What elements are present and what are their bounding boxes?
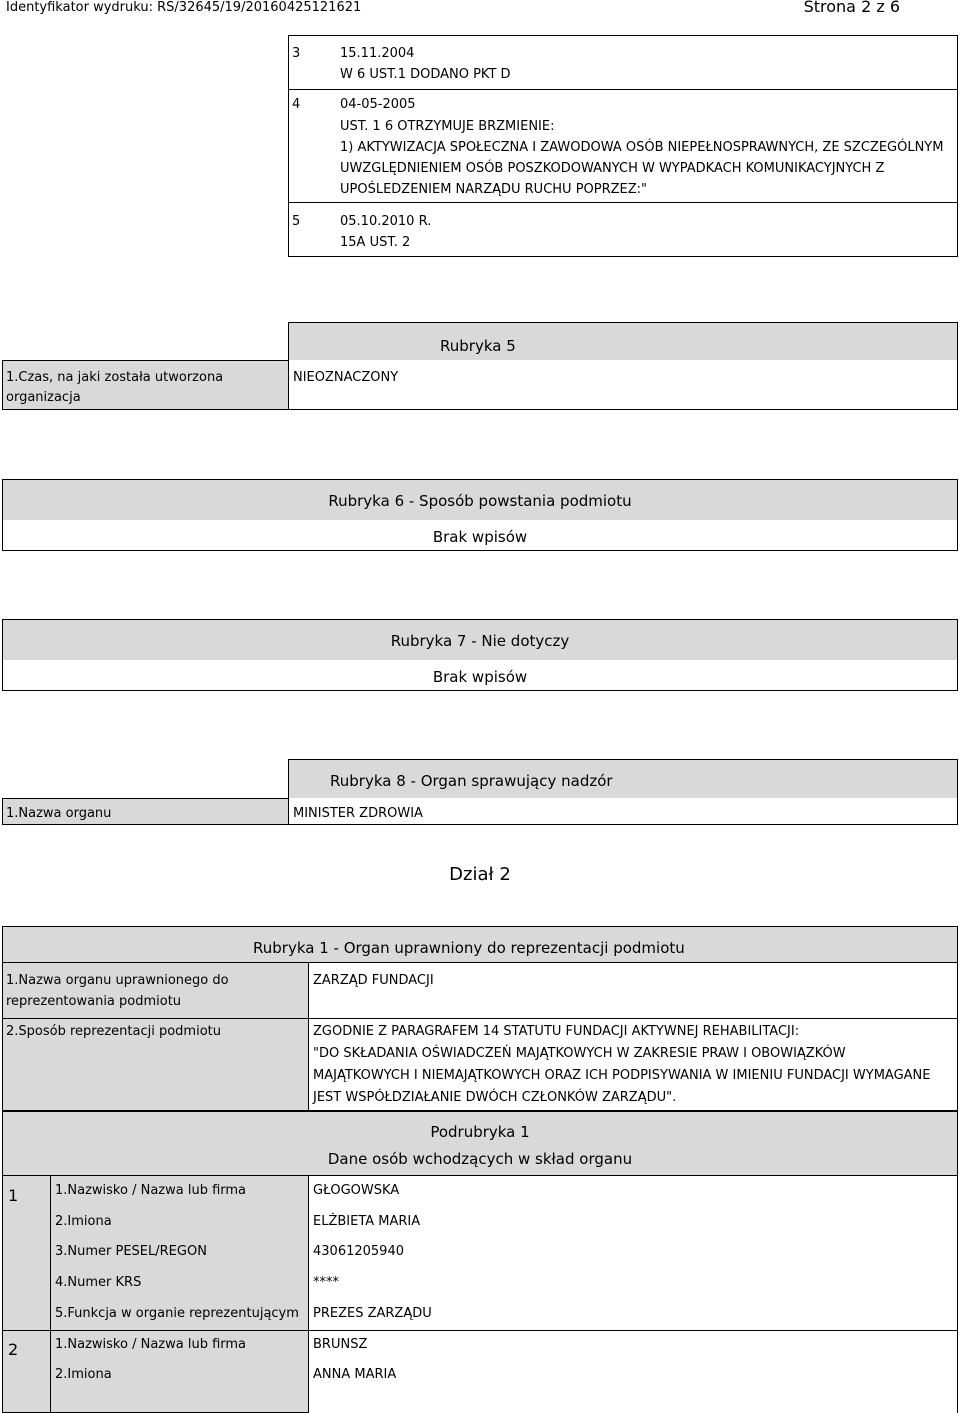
- field-value: ANNA MARIA: [313, 1367, 397, 1382]
- field-label: 3.Numer PESEL/REGON: [55, 1244, 207, 1259]
- history-num: 5: [292, 214, 301, 229]
- person-number: 2: [8, 1340, 19, 1359]
- field-value: ELŻBIETA MARIA: [313, 1214, 421, 1229]
- podrubryka-subtitle: Dane osób wchodzących w skład organu: [327, 1150, 633, 1168]
- history-text: UST. 1 6 OTRZYMUJE BRZMIENIE:: [340, 119, 555, 134]
- dzial2-title: Dział 2: [449, 864, 511, 885]
- field-label: 1.Nazwisko / Nazwa lub firma: [55, 1183, 247, 1198]
- field-label: 1.Czas, na jaki została utworzona: [6, 370, 224, 385]
- rubryka7-value: Brak wpisów: [432, 668, 528, 686]
- history-text: UPOŚLEDZENIEM NARZĄDU RUCHU POPRZEZ:": [340, 182, 648, 197]
- field-label: 1.Nazwisko / Nazwa lub firma: [55, 1337, 247, 1352]
- field-value: ****: [313, 1275, 339, 1290]
- history-num: 4: [292, 97, 301, 112]
- field-value: ZARZĄD FUNDACJI: [313, 973, 434, 988]
- rubryka7-title: Rubryka 7 - Nie dotyczy: [390, 632, 570, 650]
- rubryka8-title: Rubryka 8 - Organ sprawujący nadzór: [330, 772, 613, 790]
- print-identifier: Identyfikator wydruku: RS/32645/19/20160425121621: [6, 0, 362, 15]
- field-label: 1.Nazwa organu uprawnionego do: [6, 973, 229, 988]
- field-label: 2.Imiona: [55, 1214, 112, 1229]
- history-text: UWZGLĘDNIENIEM OSÓB POSZKODOWANYCH W WYPADKACH KOMUNIKACYJNYCH Z: [340, 161, 885, 176]
- field-label: 5.Funkcja w organie reprezentującym: [55, 1306, 299, 1321]
- history-date: 15.11.2004: [340, 46, 415, 61]
- field-value: BRUNSZ: [313, 1337, 368, 1352]
- field-value: MINISTER ZDROWIA: [293, 806, 423, 821]
- field-label: 2.Imiona: [55, 1367, 112, 1382]
- field-label: 2.Sposób reprezentacji podmiotu: [6, 1024, 221, 1039]
- field-value: 43061205940: [313, 1244, 404, 1259]
- field-value: NIEOZNACZONY: [293, 370, 399, 385]
- person-number: 1: [8, 1186, 19, 1205]
- history-text: W 6 UST.1 DODANO PKT D: [340, 67, 511, 82]
- field-value: JEST WSPÓŁDZIAŁANIE DWÓCH CZŁONKÓW ZARZĄDU".: [313, 1090, 677, 1105]
- history-date: 05.10.2010 R.: [340, 214, 432, 229]
- rubryka6-title: Rubryka 6 - Sposób powstania podmiotu: [328, 492, 632, 510]
- field-value: PREZES ZARZĄDU: [313, 1306, 432, 1321]
- history-num: 3: [292, 46, 301, 61]
- history-text: 15A UST. 2: [340, 235, 411, 250]
- history-text: 1) AKTYWIZACJA SPOŁECZNA I ZAWODOWA OSÓB NIEPEŁNOSPRAWNYCH, ZE SZCZEGÓLNYM: [340, 140, 944, 155]
- page-number: Strona 2 z 6: [803, 0, 900, 16]
- history-date: 04-05-2005: [340, 97, 416, 112]
- field-value: MAJĄTKOWYCH I NIEMAJĄTKOWYCH ORAZ ICH PODPISYWANIA W IMIENIU FUNDACJI WYMAGANE: [313, 1068, 931, 1083]
- field-label: reprezentowania podmiotu: [6, 994, 182, 1009]
- field-label: 4.Numer KRS: [55, 1275, 142, 1290]
- field-label: 1.Nazwa organu: [6, 806, 112, 821]
- field-value: "DO SKŁADANIA OŚWIADCZEŃ MAJĄTKOWYCH W ZAKRESIE PRAW I OBOWIĄZKÓW: [313, 1046, 846, 1061]
- field-value: GŁOGOWSKA: [313, 1183, 400, 1198]
- podrubryka-title: Podrubryka 1: [430, 1123, 530, 1141]
- field-label: organizacja: [6, 390, 81, 405]
- field-value: ZGODNIE Z PARAGRAFEM 14 STATUTU FUNDACJI AKTYWNEJ REHABILITACJI:: [313, 1024, 800, 1039]
- rubryka6-value: Brak wpisów: [432, 528, 528, 546]
- rubryka1-title: Rubryka 1 - Organ uprawniony do reprezentacji podmiotu: [253, 939, 685, 957]
- rubryka5-title: Rubryka 5: [440, 337, 516, 355]
